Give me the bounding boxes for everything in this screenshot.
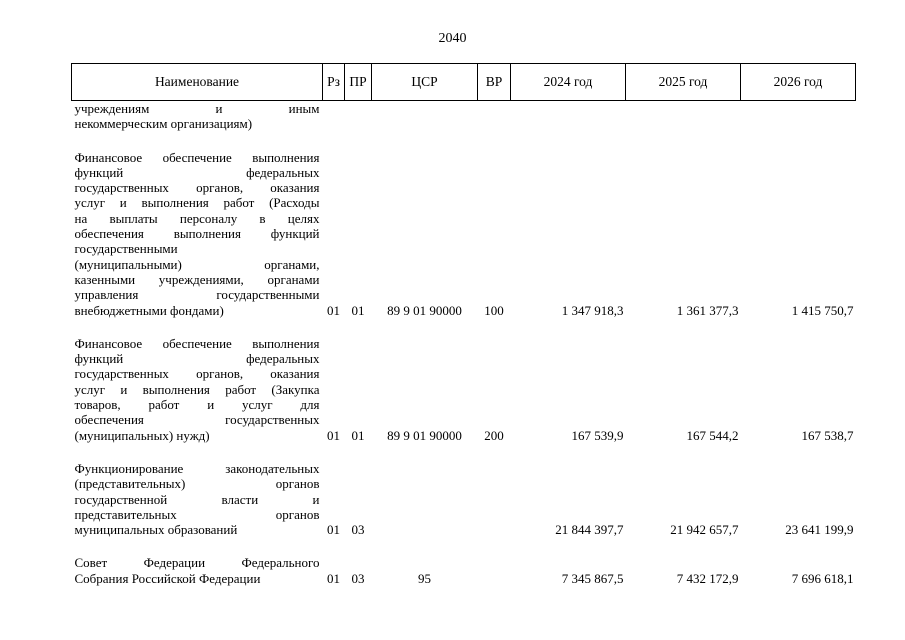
cell-name — [72, 318, 323, 443]
cell-2026 — [741, 101, 856, 132]
name-line: товаров, работ и услуг для — [74, 397, 320, 413]
name-line: муниципальных образований — [74, 522, 238, 538]
cell-csr: 95 — [418, 570, 431, 586]
cell-2026: 1 415 750,7 — [791, 302, 854, 318]
name-line: учреждениям и иным — [74, 101, 320, 116]
cell-name — [72, 537, 323, 586]
cell-vr — [478, 101, 511, 132]
header-rz: Рз — [323, 64, 345, 101]
cell-rz: 01 — [327, 427, 340, 443]
cell-csr: 89 9 01 90000 — [387, 427, 462, 443]
table-row — [72, 132, 856, 318]
cell-name — [72, 132, 323, 318]
name-line: некоммерческим организациям) — [74, 116, 253, 132]
page-number: 2040 — [438, 31, 467, 46]
cell-pr — [345, 101, 372, 132]
cell-pr: 03 — [351, 570, 365, 586]
cell-2025: 7 432 172,9 — [676, 570, 739, 586]
name-line: Финансовое обеспечение выполнения — [74, 335, 320, 351]
cell-rz — [323, 101, 345, 132]
cell-2024: 21 844 397,7 — [555, 522, 624, 538]
cell-2025: 1 361 377,3 — [676, 302, 739, 318]
table-body — [72, 101, 856, 587]
header-2026: 2026 год — [741, 64, 856, 101]
budget-table — [71, 63, 856, 586]
name-line: государственными — [74, 241, 178, 257]
name-line: функций федеральных — [74, 164, 320, 180]
cell-vr — [478, 537, 511, 586]
cell-2024: 7 345 867,5 — [561, 570, 624, 586]
name-line: услуг и выполнения работ (Закупка — [74, 381, 320, 397]
table-row — [72, 101, 856, 132]
cell-2025: 21 942 657,7 — [670, 522, 739, 538]
table-row — [72, 443, 856, 537]
cell-2026: 167 538,7 — [801, 427, 854, 443]
header-vr: ВР — [478, 64, 511, 101]
cell-csr — [372, 101, 478, 132]
table-row — [72, 537, 856, 586]
cell-csr — [372, 443, 478, 537]
name-line: Функционирование законодательных — [74, 460, 320, 476]
cell-rz: 01 — [327, 522, 340, 538]
name-line: государственной власти и — [74, 491, 320, 507]
header-2025: 2025 год — [626, 64, 741, 101]
cell-2024: 167 539,9 — [571, 427, 624, 443]
name-line: функций федеральных — [74, 351, 320, 367]
cell-2026: 23 641 199,9 — [785, 522, 854, 538]
name-line: управления государственными — [74, 287, 320, 303]
name-line: представительных органов — [74, 506, 320, 522]
name-line: (муниципальными) органами, — [74, 256, 320, 272]
name-line: государственных органов, оказания — [74, 366, 320, 382]
cell-csr: 89 9 01 90000 — [387, 302, 462, 318]
cell-name — [72, 101, 323, 132]
cell-vr: 200 — [484, 427, 504, 443]
header-2024: 2024 год — [511, 64, 626, 101]
cell-2024 — [511, 101, 626, 132]
table-header-row — [72, 64, 856, 101]
cell-pr: 01 — [351, 302, 365, 318]
cell-vr: 100 — [484, 302, 504, 318]
cell-2025 — [626, 101, 741, 132]
name-line: услуг и выполнения работ (Расходы — [74, 195, 320, 211]
name-line: казенными учреждениями, органами — [74, 271, 320, 287]
name-line: Финансовое обеспечение выполнения — [74, 149, 320, 165]
cell-pr: 01 — [351, 427, 365, 443]
cell-rz: 01 — [327, 570, 340, 586]
cell-2024: 1 347 918,3 — [561, 302, 624, 318]
cell-pr: 03 — [351, 522, 365, 538]
name-line: внебюджетными фондами) — [74, 302, 224, 318]
cell-name — [72, 443, 323, 537]
table-row — [72, 318, 856, 443]
name-line: обеспечения выполнения функций — [74, 226, 320, 242]
name-line: Собрания Российской Федерации — [74, 570, 261, 586]
header-pr: ПР — [345, 64, 372, 101]
name-line: (муниципальных) нужд) — [74, 427, 210, 443]
cell-2025: 167 544,2 — [686, 427, 739, 443]
header-csr: ЦСР — [372, 64, 478, 101]
cell-rz: 01 — [327, 302, 340, 318]
name-line: государственных органов, оказания — [74, 180, 320, 196]
name-line: на выплаты персоналу в целях — [74, 210, 320, 226]
cell-2026: 7 696 618,1 — [791, 570, 854, 586]
name-line: Совет Федерации Федерального — [74, 555, 320, 571]
header-name: Наименование — [72, 64, 323, 101]
name-line: обеспечения государственных — [74, 412, 320, 428]
name-line: (представительных) органов — [74, 476, 320, 492]
cell-vr — [478, 443, 511, 537]
